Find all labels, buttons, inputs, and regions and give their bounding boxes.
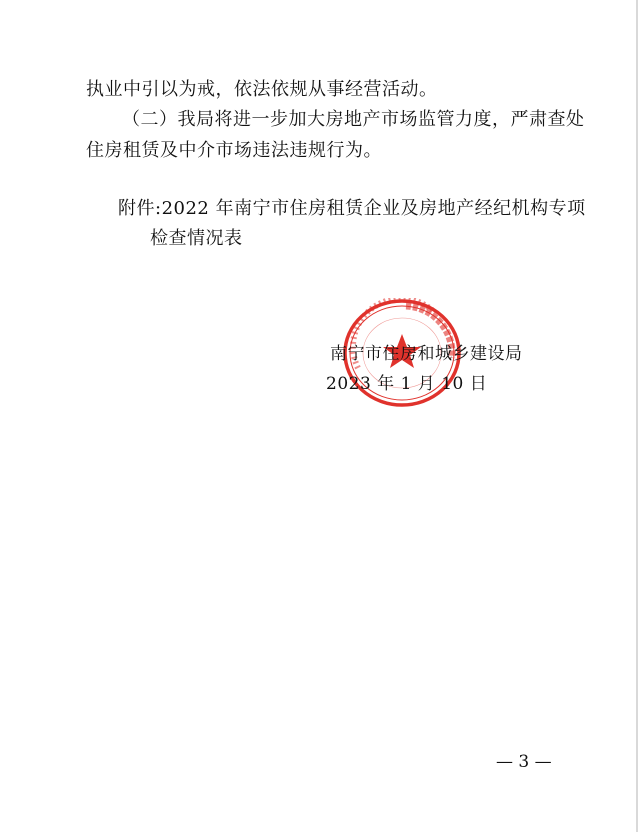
- signature-organization: 南宁市住房和城乡建设局: [330, 344, 523, 364]
- attachment-line-2: 检查情况表: [150, 228, 243, 249]
- attachment-line-1: 附件:2022 年南宁市住房租赁企业及房地产经纪机构专项: [118, 198, 586, 219]
- body-line-2: （二）我局将进一步加大房地产市场监管力度，严肃查处: [122, 109, 585, 130]
- page-number: — 3 —: [496, 752, 552, 772]
- body-line-1: 执业中引以为戒，依法依规从事经营活动。: [86, 79, 438, 100]
- signature-date: 2023 年 1 月 10 日: [326, 374, 488, 394]
- body-line-3: 住房租赁及中介市场违法违规行为。: [86, 140, 382, 161]
